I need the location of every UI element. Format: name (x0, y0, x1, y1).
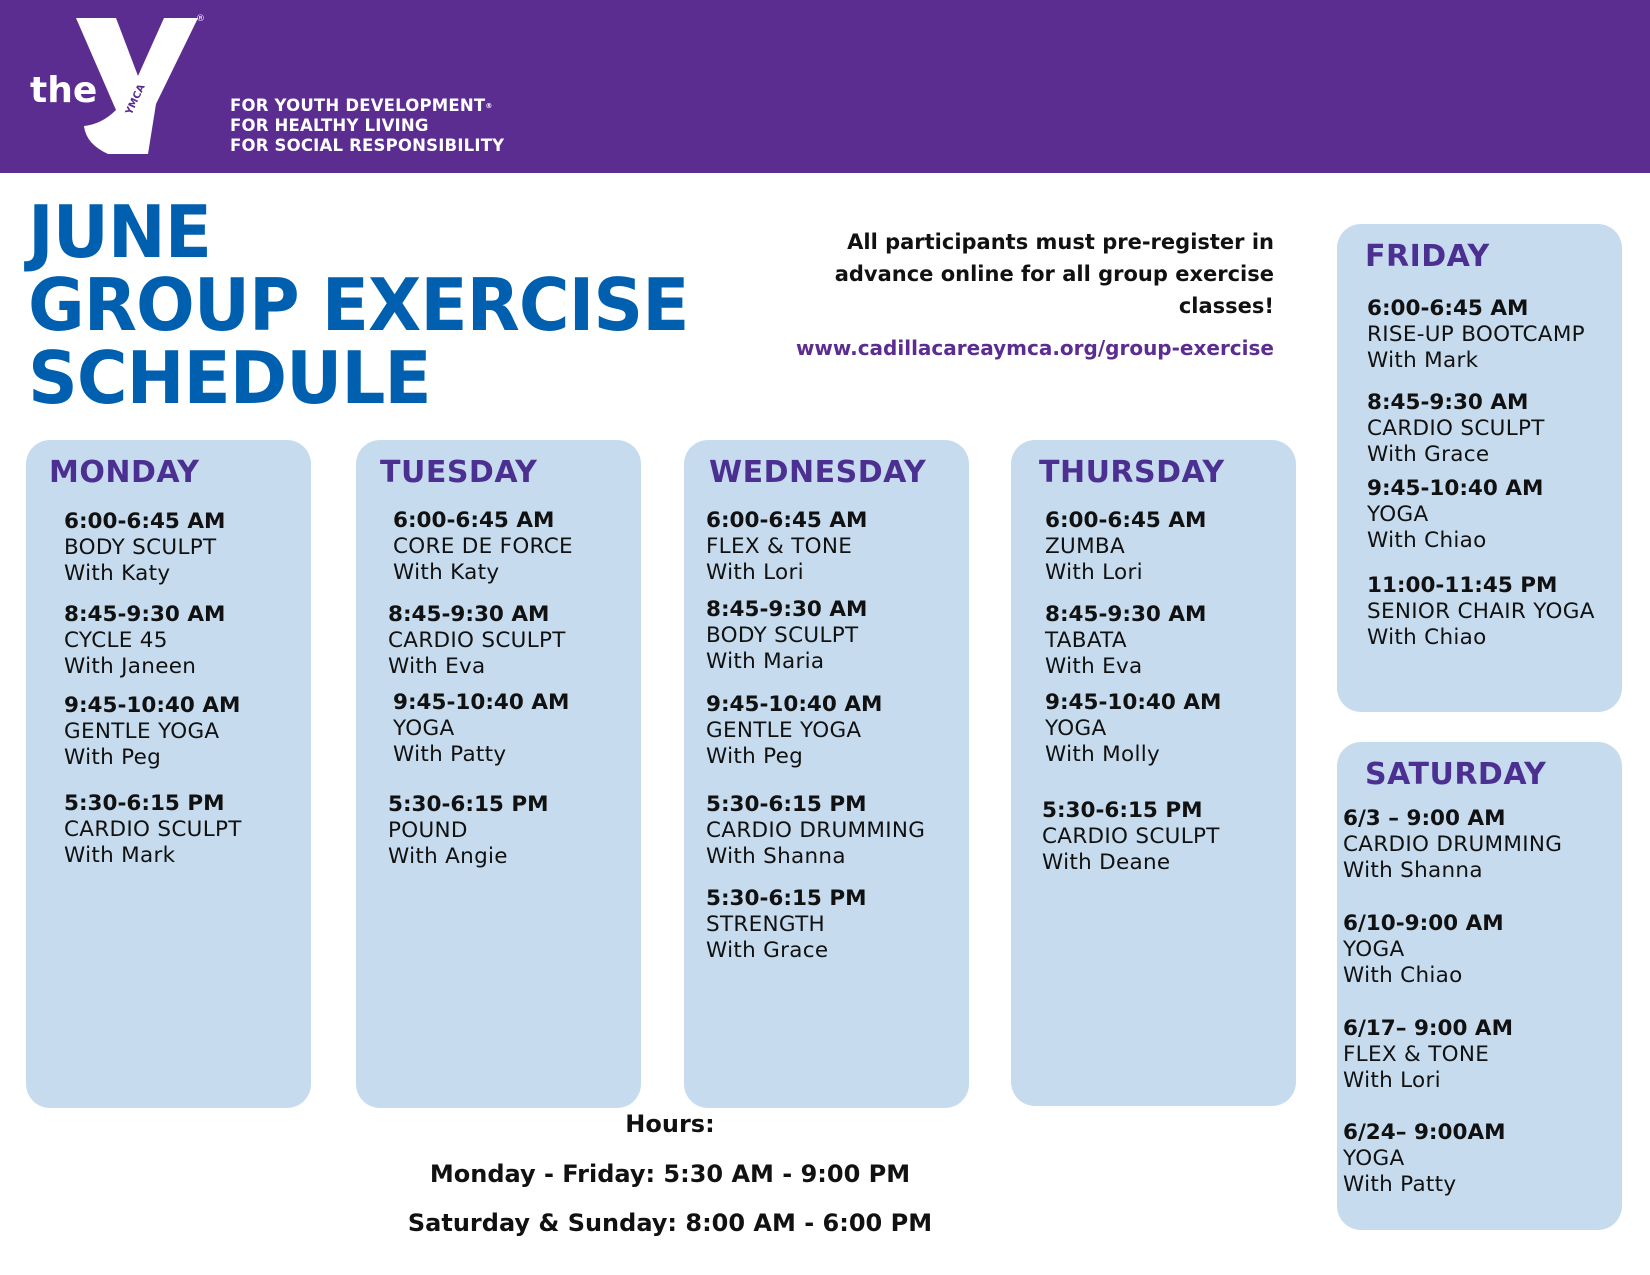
class-instructor: With Chiao (1367, 528, 1487, 553)
class-instructor: With Patty (1343, 1172, 1457, 1197)
class-entry (1367, 390, 1545, 468)
class-entry (706, 692, 882, 770)
class-time: 6/24– 9:00AM (1343, 1120, 1506, 1145)
class-entry (1343, 806, 1562, 884)
class-entry (388, 792, 549, 870)
class-name: ZUMBA (1045, 534, 1125, 559)
class-entry (706, 792, 925, 870)
class-name: BODY SCULPT (706, 623, 859, 648)
class-name: RISE-UP BOOTCAMP (1367, 322, 1585, 347)
tagline-block (230, 96, 504, 156)
class-entry (1045, 690, 1221, 768)
class-time: 8:45-9:30 AM (1045, 602, 1207, 627)
class-name: YOGA (1367, 502, 1429, 527)
class-time: 5:30-6:15 PM (1042, 798, 1203, 823)
class-name: CARDIO SCULPT (64, 817, 242, 842)
class-entry (1045, 602, 1206, 680)
class-instructor: With Peg (64, 745, 162, 770)
class-instructor: With Grace (1367, 442, 1490, 467)
class-instructor: With Eva (388, 654, 486, 679)
class-entry (64, 509, 225, 587)
class-time: 6/17– 9:00 AM (1343, 1016, 1513, 1041)
class-instructor: With Katy (393, 560, 500, 585)
class-time: 8:45-9:30 AM (1367, 390, 1529, 415)
day-heading-saturday: SATURDAY (1365, 757, 1547, 792)
class-name: CARDIO SCULPT (388, 628, 566, 653)
class-name: YOGA (1045, 716, 1107, 741)
class-entry (1367, 476, 1543, 554)
class-time: 6:00-6:45 AM (1367, 296, 1529, 321)
class-time: 5:30-6:15 PM (64, 791, 225, 816)
class-instructor: With Eva (1045, 654, 1143, 679)
class-name: FLEX & TONE (706, 534, 853, 559)
header-banner (0, 0, 1650, 173)
day-heading-friday: FRIDAY (1365, 239, 1490, 274)
class-instructor: With Katy (64, 561, 171, 586)
title-line-group-exercise: GROUP EXERCISE (28, 263, 689, 347)
hours-weekday: Monday - Friday: 5:30 AM - 9:00 PM (429, 1160, 911, 1188)
class-name: FLEX & TONE (1343, 1042, 1490, 1067)
class-entry (1045, 508, 1206, 586)
class-instructor: With Lori (1343, 1068, 1441, 1093)
class-name: YOGA (1343, 1146, 1405, 1171)
day-heading-monday: MONDAY (49, 455, 200, 490)
class-time: 11:00-11:45 PM (1367, 573, 1558, 598)
class-instructor: With Mark (1367, 348, 1479, 373)
class-instructor: With Lori (706, 560, 804, 585)
day-heading-tuesday: TUESDAY (380, 455, 538, 490)
class-time: 6:00-6:45 AM (1045, 508, 1207, 533)
class-time: 5:30-6:15 PM (706, 886, 867, 911)
class-entry (64, 602, 225, 680)
class-time: 5:30-6:15 PM (706, 792, 867, 817)
class-entry (1367, 573, 1595, 651)
notice-line: classes! (1178, 294, 1274, 318)
registration-link[interactable]: www.cadillacareaymca.org/group-exercise (795, 336, 1274, 360)
page-title (28, 190, 689, 420)
notice-line: All participants must pre-register in (847, 230, 1274, 254)
class-entry (706, 886, 867, 964)
class-instructor: With Janeen (64, 654, 197, 679)
tagline-healthy: FOR HEALTHY LIVING (230, 116, 429, 135)
class-instructor: With Chiao (1367, 625, 1487, 650)
class-instructor: With Patty (393, 742, 507, 767)
class-time: 9:45-10:40 AM (1045, 690, 1222, 715)
class-entry (64, 791, 242, 869)
class-instructor: With Shanna (1343, 858, 1483, 883)
day-heading-wednesday: WEDNESDAY (709, 455, 927, 490)
class-instructor: With Angie (388, 844, 508, 869)
logo-registered-mark: ® (196, 14, 205, 24)
hours-label: Hours: (625, 1110, 715, 1138)
class-name: CARDIO DRUMMING (1343, 832, 1563, 857)
class-name: STRENGTH (706, 912, 825, 937)
hours-weekend: Saturday & Sunday: 8:00 AM - 6:00 PM (407, 1209, 933, 1237)
class-time: 8:45-9:30 AM (64, 602, 226, 627)
notice-line: advance online for all group exercise (834, 262, 1274, 286)
class-time: 6:00-6:45 AM (393, 508, 555, 533)
class-instructor: With Grace (706, 938, 829, 963)
class-name: YOGA (1343, 937, 1405, 962)
registration-notice (804, 226, 1274, 322)
class-entry (1343, 911, 1504, 989)
logo-ymca-text: YMCA (124, 82, 148, 117)
class-time: 5:30-6:15 PM (388, 792, 549, 817)
class-instructor: With Chiao (1343, 963, 1463, 988)
class-entry (706, 597, 867, 675)
class-instructor: With Molly (1045, 742, 1161, 767)
class-entry (1042, 798, 1220, 876)
class-entry (393, 690, 569, 768)
class-time: 6:00-6:45 AM (706, 508, 868, 533)
class-name: CYCLE 45 (64, 628, 168, 653)
tagline-social: FOR SOCIAL RESPONSIBILITY (230, 136, 505, 155)
class-time: 9:45-10:40 AM (64, 693, 241, 718)
class-name: YOGA (393, 716, 455, 741)
class-name: GENTLE YOGA (64, 719, 220, 744)
logo-wordmark-the: the (30, 70, 98, 111)
class-name: CARDIO SCULPT (1042, 824, 1220, 849)
title-line-month: JUNE (28, 190, 212, 274)
class-time: 9:45-10:40 AM (1367, 476, 1544, 501)
class-time: 8:45-9:30 AM (706, 597, 868, 622)
class-name: SENIOR CHAIR YOGA (1367, 599, 1595, 624)
class-name: TABATA (1045, 628, 1127, 653)
class-instructor: With Mark (64, 843, 176, 868)
class-instructor: With Peg (706, 744, 804, 769)
class-entry (64, 693, 240, 771)
class-entry (388, 602, 566, 680)
class-instructor: With Lori (1045, 560, 1143, 585)
class-name: CARDIO DRUMMING (706, 818, 926, 843)
class-entry (706, 508, 867, 586)
class-name: GENTLE YOGA (706, 718, 862, 743)
class-entry (1367, 296, 1585, 374)
class-time: 9:45-10:40 AM (706, 692, 883, 717)
class-time: 9:45-10:40 AM (393, 690, 570, 715)
day-heading-thursday: THURSDAY (1039, 455, 1225, 490)
title-line-schedule: SCHEDULE (28, 336, 431, 420)
class-instructor: With Maria (706, 649, 825, 674)
class-name: POUND (388, 818, 468, 843)
class-name: CORE DE FORCE (393, 534, 573, 559)
class-instructor: With Shanna (706, 844, 846, 869)
class-time: 6/3 – 9:00 AM (1343, 806, 1506, 831)
class-time: 6/10-9:00 AM (1343, 911, 1504, 936)
class-entry (1343, 1016, 1513, 1094)
class-time: 6:00-6:45 AM (64, 509, 226, 534)
class-name: BODY SCULPT (64, 535, 217, 560)
tagline-youth: FOR YOUTH DEVELOPMENT® (230, 96, 493, 115)
class-entry (1343, 1120, 1505, 1198)
class-time: 8:45-9:30 AM (388, 602, 550, 627)
class-instructor: With Deane (1042, 850, 1171, 875)
class-name: CARDIO SCULPT (1367, 416, 1545, 441)
class-entry (393, 508, 573, 586)
